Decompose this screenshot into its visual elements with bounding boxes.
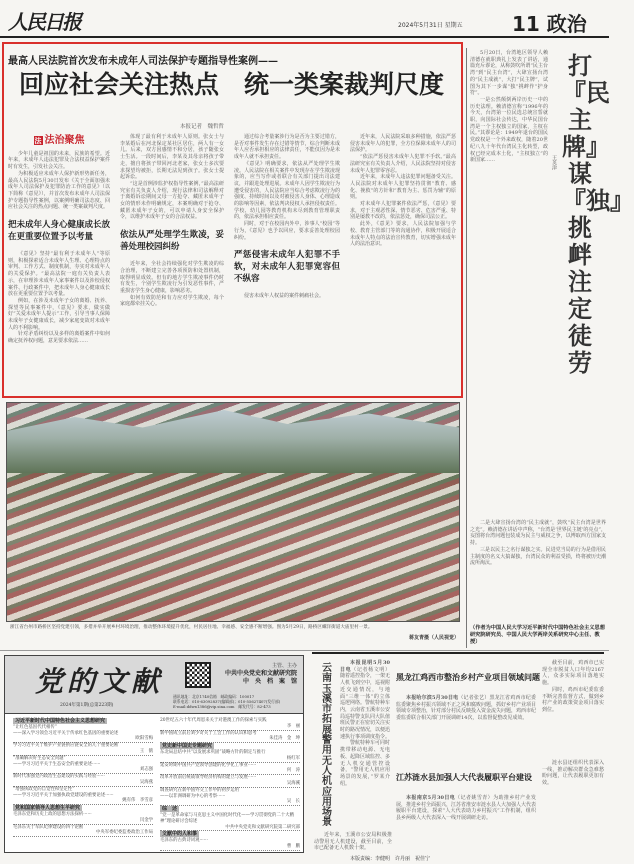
- toc-entry: ——学习习近平关于加强执政党建设的重要论述······: [13, 792, 114, 798]
- paragraph: 例如，在涉及未成年子女的离婚、抚养、探望等民事案件中，《意见》要求，做实做好“关爱未成年人提示”工作，引导当事人保障未成年子女健康成长，减少家庭变故对未成年人的不利影响。: [8, 297, 110, 331]
- paragraph: 通过综合考量案涉行为是否为主要过错方，是否对事件发生存在过错等情节，综合判断未成年人应否承担相应的法律责任，不能仅因为是未成年人就不承担责任。: [234, 134, 340, 161]
- toc-entry: “增强执政党的自觉性和坚定性”: [13, 786, 75, 792]
- news-body-yunnan-continued: 近年来，玉溪市公安局积极推动警用无人机建设，截至目前，全市已配备无人机数十架。: [314, 832, 392, 852]
- toc-entry: 延安时期中国共产党领导创建的化学化工事业······: [160, 762, 257, 768]
- paragraph: 三是以民主之名行谋独之实。民进党当局的行为是借用民主制度的名义大搞谋独，台湾民众的利益受损，终将被历史潮流所淘汰。: [470, 546, 606, 567]
- paragraph: 近年来，未成年人违法犯罪问题备受关注。人民法院对未成年人犯罪坚持贯彻“教育、感化、挽救”的方针和“教育为主、惩罚为辅”的原则。: [350, 174, 456, 201]
- toc-author: 何 涛: [160, 768, 300, 775]
- toc-right: [160, 718, 300, 851]
- paragraph: 5月20日，台湾地区领导人赖清德在就职典礼上发表了讲话，通篇充斥谬论，从称鼓吹所谓“民主台湾”到“民主台湾”，大肆宣扬台湾的“民主成就”，大打“民主牌”，试图为其下一步谋“独”挑衅作“护身符”。: [470, 50, 548, 97]
- toc-section: 综 述: [162, 806, 178, 813]
- toc-author: 刘志强: [13, 767, 153, 774]
- toc-author: 中共中央党史和文献研究院第二研究部: [160, 825, 300, 832]
- toc-entry: ——以非洲调研为中心的考察······: [160, 793, 226, 799]
- journal-issue: 2024年第1期(总第223期): [60, 703, 114, 708]
- contact-info: 通讯地址：北京1740信箱 邮政编码：100017 联系电话：010-63092837(编辑部)；010-55627407(发行部) E-mail:ddwx1386@vip.sina.com 邮发代号：82-473: [173, 694, 281, 709]
- commentary-text-continued: [470, 520, 606, 623]
- paragraph: 此外，《意见》要求，人民法院加强与学校、教育主管部门等的沟通协作，积极开展适合未成年人特点的法治宣传教育，切实增强未成年人的法治意识。: [350, 221, 456, 248]
- commentary-text: [470, 50, 548, 516]
- toc-entry: 毛泽东党和历史上政的思想方法探析······: [13, 811, 92, 817]
- section-divider: [0, 650, 609, 651]
- paragraph: 如何有效防范和有力应对学生欺凌，每个家庭都牵挂关心。: [120, 294, 224, 308]
- news-title-jiangsu: 江苏涟水县加强人大代表履职平台建设: [396, 772, 532, 782]
- toc-author: 吴海溪: [160, 781, 300, 788]
- commentary-author: 王英津: [551, 155, 557, 170]
- toc-entry: 东北局总结中共“以发展求巩固”战略方针的制定与推行: [160, 749, 266, 755]
- paragraph: 对未成年人犯罪案件依法严惩，《意见》要求，对于主观恶性深、情节恶劣、危害严重、特别是屡教不改的，依法惩处，确保司法公正。: [350, 201, 456, 221]
- subheading: 严惩侵害未成年人犯罪不手软，对未成年人犯罪宽容但不纵容: [234, 250, 340, 285]
- paragraph: 近年来，人民法院采取多种措施，依法严惩侵害未成年人的犯罪，全方位保障未成年人的司法保护。: [350, 134, 456, 154]
- toc-author: 吴 长: [160, 799, 300, 806]
- ad-header: [5, 656, 303, 714]
- article-column-1: [8, 134, 110, 394]
- toc-entry: “让红色基因代代相传”: [13, 724, 58, 730]
- hills-background: [7, 403, 459, 473]
- subheading: 依法从严处理学生欺凌，妥善处理校园纠纷: [120, 230, 224, 253]
- toc-author: 中央军委纪委监委政治工作局: [13, 830, 153, 837]
- toc-entry: “党一是革命家与马克思主义中国化时代化——学习贯彻党的二十大精神”理论研讨会综述: [160, 812, 294, 824]
- village-photo: [6, 402, 460, 622]
- issue-date: 2024年5月31日 星期五: [398, 22, 463, 29]
- toc-author: 朱佳涛 金 坤: [160, 736, 300, 743]
- toc-author: 杨红军: [160, 756, 300, 763]
- paragraph: 同时，对于在校园内外中，涉事人“校园”等行为，《意见》也予以回应，要求妥善处理校园纠纷。: [234, 221, 340, 241]
- paragraph: 为积极适应未成年人保护新形势新任务，最高人民法院5月30日发布《关于全面加强未成年人司法保护及犯罪防治工作的意见》（以下简称《意见》），并首次发布未成年人司法保护专题指导性案例，以案例明确司法态度、回应社会关注的热点问题、统一类案裁判尺度。: [8, 170, 110, 211]
- toc-author: 曹 鹏: [160, 844, 300, 851]
- column-divider: [466, 48, 467, 648]
- toc-entry: 调查研究在新中国外交工作中的初步运用: [160, 787, 240, 793]
- toc-entry: 20世纪五六十年代周恩来关于对港澳工作的探索与实践: [160, 718, 267, 723]
- section-tag: 法 法治聚焦: [34, 135, 85, 146]
- toc-section: 文献中的人和事: [162, 831, 198, 838]
- toc-author: 欧阳雪梅: [13, 736, 153, 743]
- toc-entry: 毛泽东关于军队纪律建设的四个论断: [13, 824, 84, 830]
- paragraph: 《意见》明确要求，依法从严处理学生欺凌。人民法院在相关案件中发现存在学生欺凌现象的，应当写作或者联合有关部门提出司法建议，并跟进处理进展。未成年人因学生欺凌行为遭受侵害的，人民法院应当综合考虑欺凌行为的强度、持续时间以及对被侵害人身体、心理造成的影响等因素，依法判决侵权人承担侵权责任。学校、幼儿园等教育机构未尽到教育管理职责的，依法承担相应责任。: [234, 160, 340, 221]
- qr-code-icon[interactable]: [185, 662, 211, 688]
- toc-author: 李 丽: [160, 724, 300, 731]
- commentary-title: 打『民主牌』谋『独』挑衅注定徒劳: [562, 51, 634, 377]
- toc-entry: ——深入学习领会习近平关于传承红色基因的重要论述: [13, 730, 119, 736]
- news-title-yunnan: 云南玉溪市拓展警用无人机应用场景: [322, 663, 332, 829]
- law-icon: 法: [34, 136, 42, 145]
- news-top-rule: [312, 652, 604, 654]
- toc-entry: ——学习习近平关于生态安全的重要论述······: [13, 761, 101, 767]
- toc-author: 闫金学: [13, 818, 153, 825]
- journal-logo: 党的文献: [35, 665, 164, 698]
- article-headline: 回应社会关注热点 统一类案裁判尺度: [18, 70, 444, 99]
- article-column-3: [234, 134, 340, 394]
- news-body-jiangsu: 本报南京5月30日电（记者姚雪青）为助推乡村产业发展，推进乡村全面振兴，江苏省淮安市涟水县人大加强人大代表履职平台建设，探索“人大代表助力乡村振兴”工作机制，组织县乡两级人大代表深入一线开展调研走访。: [396, 795, 537, 822]
- paragraph: “依法严惩侵害未成年人犯罪不手软。”最高法研究室有关负责人介绍，人民法院坚持对侵害未成年人犯罪零容忍。: [350, 154, 456, 174]
- toc-author: 姚有伟 李雪彦: [13, 798, 153, 805]
- journal-advertisement: [4, 655, 304, 853]
- paragraph: 《意见》坚持“最有利于未成年人”等原则，积极探索适合未成年人生理、心理特点的审判、工作方式、制度机制，夯实对未成年人的关爱保护。“最高法院一庭有关负责人表示，在审理涉未成年人家事案件以及涉校侵权案件、行政案件中，把未成年人身心健康成长放在更重要位置予以考量。: [8, 251, 110, 298]
- paragraph: 侵害未成年人权益的案件刺痛社会。: [244, 293, 325, 300]
- newspaper-logo: 人民日报: [8, 10, 80, 34]
- news-body-heilongjiang-continued: 截至目前，鸡西市已实现全市脱贫人口年均2167人，众多实际项目落地实施。 同时，鸡西市纪委监委不断完善监督方式，做到乡村产业的政策资金项目落实到位。: [542, 660, 604, 713]
- page-section: 11 政治: [512, 12, 587, 36]
- toc-author: 吴海燕: [13, 780, 153, 787]
- paragraph: 体现了最有利于未成年人原则。张女士与李某婚后在河北保定某社区居住，两人有一女儿。后来，双方因感情不和分居，孩子随张女士生活。一段时间后，李某及其母亲将孩子带走，擅自将孩子带回河北老家，张女士多次要求探望均被拒，长期无法见到孩子。张女士提起诉讼。: [120, 134, 224, 181]
- article-kicker: 最高人民法院首次发布未成年人司法保护专题指导性案例——: [8, 56, 278, 67]
- toc-left: [13, 718, 153, 837]
- news-body-yunnan: 本报昆明5月30日电（记者杨文明）随着遥控指令，一架无人机飞到空中，巡视附近交通情况，与地面“三维一体”的立体巡逻网络。警航特种车内，云南省玉溪市公安局巡特警支队同大队值班民警正在密切关注实时的路况情况，以便迅速执行事项调度指令。 警航特种车可同时携带移动电源、无电板、起降区域监控、多无人机交通管控设备，“警用无人机应用场景的发展，”罗某介绍。: [340, 660, 391, 787]
- paragraph: 一是公然颠倒两岸历史一中的历史法理。赖清德宣称“1996年的今天，台湾第一位民选总统宣誓就职，向国际社会传达，中华民国台湾是一个主权独立的国家，主权在民。”其谬论是：1949年退台的国民党政权是一个外来政权，随着20世纪八九十年代台湾民主化转型，政权已经完成本土化，“主权独立”的新国家……: [470, 96, 548, 164]
- article-column-2: [120, 134, 224, 394]
- toc-section: 党和国家领导人思想生平研究: [15, 805, 81, 812]
- toc-entry: 毛泽东的古典诗词观······: [160, 838, 208, 844]
- news-body-heilongjiang: 本报哈尔滨5月30日电（记者张艺）黑龙江省鸡西市纪委监委聚焦乡村振兴领域不正之风和腐败问题，抓好乡村产业项目领域专项整治，针对部分村民反映投入资金流失问题，鸡西市纪委监委联合相关部门开展调研14次，以监督促整改见成效。: [396, 695, 537, 722]
- subheading: 把未成年人身心健康成长放在更重要位置予以考量: [8, 220, 111, 243]
- news-body-jiangsu-continued: 涟水县还组织代表深入一线，推动解决群众急难愁盼问题，让代表履职更加有效。: [542, 760, 604, 787]
- header-rule: [0, 36, 609, 38]
- paragraph: 少年儿童是祖国的未来，民族的希望。近年来，未成年人违法犯罪及合法权益保护案件时有发生，引发社会关注。: [8, 150, 110, 171]
- toc-entry: “准确解决好生态安全问题”: [13, 755, 66, 761]
- photo-caption: 浙江省台州市路桥区坚持党建引领，多措并举开展乡村环境治理，推动整体环境提升优化，村民居住地、幸福感、安全感不断增强。图为5月29日，路桥区螺洋街道大庙里村一景。: [10, 625, 373, 630]
- paragraph: 针对矛盾纠纷以及多样的离婚案件中如何确定抚养权问题，意见要求依法……: [8, 331, 110, 345]
- article-column-4: [350, 134, 456, 394]
- paragraph: “这是首例涉监护权指导性案例，”最高法研究室有关负责人介绍，现行法律和司法解释对于离婚诉讼期间父母一方抢夺、藏匿未成年子女的情形未作明确规定，本案明确对于抢夺、藏匿未成年子女的，可以申请人身安全保护令，以维护未成年子女的合法权益。: [120, 180, 224, 221]
- author-note: （作者为中国人民大学习近平新时代中国特色社会主义思想研究院研究员、中国人民大学两岸关系研究中心主任、教授）: [470, 625, 605, 645]
- paragraph: 二是大肆宣扬台湾的“民主成就”，鼓吹“民主台湾是世界之光”。赖清德在讲话中声称，“台湾是‘世界民主链’的亮点”，妄图将台湾问题包装成为民主与威权之争，以博取西方国家支持。: [470, 520, 606, 547]
- publisher-info: 主管、主办 中共中央党史和文献研究院 中 央 档 案 馆: [224, 663, 297, 685]
- toc-entry: 学习习近平关于维护产业链供应链安全的几个重要论断: [13, 743, 119, 749]
- toc-entry: 改革开放前后统战领导经济机构的建立与发展······: [160, 775, 257, 781]
- toc-entry: 新时代加强党内政治生态建设的实践与经验······: [13, 774, 105, 780]
- paragraph: 近年来，全社会持续强化对学生欺凌的综合治理，不断建立完善各项预防和处置机制，取得明显成效。但有的地方学生欺凌事件仍时有发生，个别学生欺凌行为引发恶性事件，严重损害学生身心健康，影响恶劣。: [120, 261, 224, 294]
- photo-credit: 蒋友青摄（人民视觉）: [408, 635, 459, 641]
- toc-section: 党史新中国史专题研究: [162, 743, 213, 750]
- article-byline: 本报记者 魏哲哲: [180, 124, 225, 130]
- page-editors: 本版责编：李健明 许丹丽 祝佳宁: [350, 856, 431, 862]
- toc-entry: 新中国成立前后刘少奇关于工会工作的认识和思考: [160, 730, 257, 736]
- toc-author: 王 鹤: [13, 749, 153, 756]
- news-title-heilongjiang: 黑龙江鸡西市整治乡村产业项目领域问题: [396, 672, 540, 682]
- toc-section: 习近平新时代中国特色社会主义思想研究: [15, 718, 106, 724]
